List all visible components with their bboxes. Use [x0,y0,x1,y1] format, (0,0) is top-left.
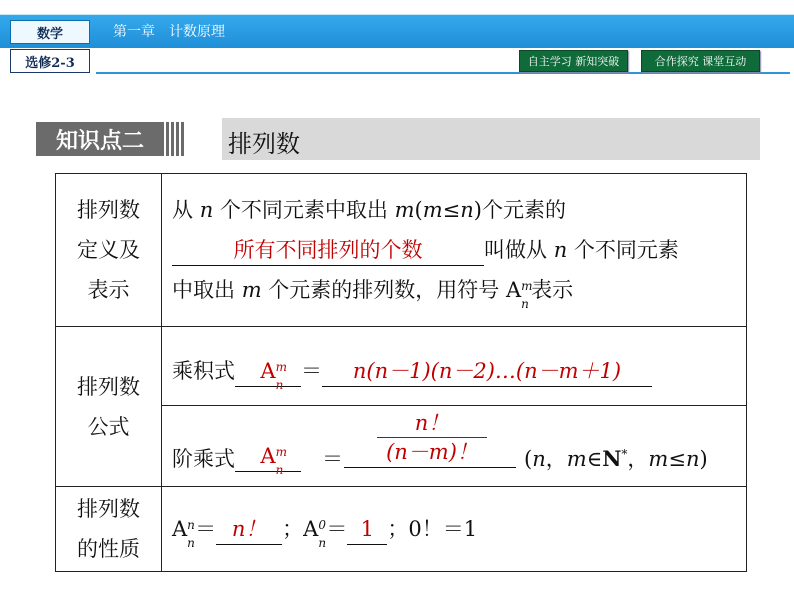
permutation-symbol [303,509,327,550]
var-m: m [394,198,415,222]
product-symbol-blank[interactable] [235,356,301,392]
equals: ＝ [195,517,217,541]
text: ∈ [586,447,603,471]
factorial-answer-fraction[interactable] [377,409,487,466]
section-label: 知识点二 [36,122,164,156]
text: ≤ [668,447,686,471]
sup-m: m [275,360,287,374]
header-divider [96,72,790,74]
row-label-formula [56,327,162,487]
text: 从 [172,198,200,222]
symbol-A: A [260,444,276,468]
subject-tab[interactable]: 数学 [10,20,90,44]
sup-n: n [187,518,195,532]
text: 个元素的排列数，用符号 [261,278,506,302]
property-content [162,487,747,572]
symbol-A: A [505,278,522,302]
table-row-definition [56,174,747,327]
text: ， [627,447,649,471]
sub-n: n [275,378,284,392]
equals: ＝ [301,359,322,383]
product-formula [162,327,747,406]
var-n: n [685,447,700,471]
text: 表示 [531,278,574,302]
property-answer-2[interactable]: 1 [347,514,387,545]
section-stripes [166,122,188,156]
equals: ＝ [326,517,348,541]
definition-answer-blank[interactable]: 所有不同排列的个数 [172,235,484,266]
section-title-gap [214,118,222,160]
knowledge-table [55,173,747,572]
factorial-symbol-blank[interactable] [235,441,301,477]
table-row-formula-product [56,327,747,406]
factorial-answer-underline [344,467,516,468]
text: ( [414,198,423,222]
condition [524,443,708,473]
property-line [172,509,745,549]
label-line: 公式 [87,414,130,439]
label-line: 排列数 [77,497,140,521]
product-answer-blank[interactable]: n(n－1)(n－2)…(n－m＋1) [322,356,652,387]
nav-cooperative-button[interactable]: 合作探究 课堂互动 [641,50,760,72]
property-answer-1[interactable]: n！ [216,514,282,545]
definition-line-1 [172,190,745,230]
label-line: 排列数 [77,198,140,222]
label-line: 定义及 [77,238,140,262]
text: 个不同元素 [567,238,679,262]
text: ) [699,447,708,471]
sub-n: n [187,536,195,550]
factorial-label: 阶乘式 [172,447,235,471]
definition-line-3 [172,270,745,310]
symbol-A: A [260,359,276,383]
row-label-property [56,487,162,572]
factorial-formula [162,406,747,487]
sup-0: 0 [318,518,326,532]
sub-n: n [521,297,529,311]
text: )个元素的 [473,198,566,222]
sub-n: n [318,536,327,550]
definition-content [162,174,747,327]
var-n: n [553,238,568,262]
label-line: 排列数 [77,374,140,399]
product-line [172,341,745,391]
factorial-zero: 0！＝1 [408,517,478,541]
star: * [621,447,628,461]
sup-m: m [275,445,287,459]
var-n: n [532,447,546,471]
text: 个不同元素中取出 [213,198,395,222]
text: ， [545,447,567,471]
separator: ； [282,517,304,541]
label-line: 的性质 [77,537,140,561]
natural-numbers: N [602,446,622,471]
sub-n: n [275,463,284,477]
sup-m: m [521,279,533,293]
text: 中取出 [172,278,242,302]
separator: ； [387,517,409,541]
factorial-line [172,407,745,485]
chapter-title: 第一章 计数原理 [113,24,225,40]
var-m: m [241,278,262,302]
header [0,0,794,71]
var-m: m [648,447,669,471]
fraction-numerator: n！ [377,409,487,438]
var-m: m [422,198,443,222]
text: ( [524,447,533,471]
equals: ＝ [322,447,343,471]
var-m: m [566,447,587,471]
symbol-A: A [172,517,188,541]
nav-self-study-button[interactable]: 自主学习 新知突破 [519,50,628,72]
header-highlight [0,14,794,15]
symbol-A: A [303,517,319,541]
row-label-definition [56,174,162,327]
label-line: 表示 [87,278,130,302]
permutation-symbol [172,509,195,550]
permutation-symbol [505,270,533,311]
var-n: n [199,198,214,222]
product-label: 乘积式 [172,359,235,383]
definition-line-2 [172,230,745,270]
module-tab[interactable]: 选修2-3 [10,49,90,73]
section-title: 排列数 [228,130,300,158]
table-row-property [56,487,747,572]
fraction-denominator: (n－m)！ [386,440,478,464]
text: ≤ [442,198,461,222]
text: 叫做从 [484,238,554,262]
var-n: n [460,198,474,222]
